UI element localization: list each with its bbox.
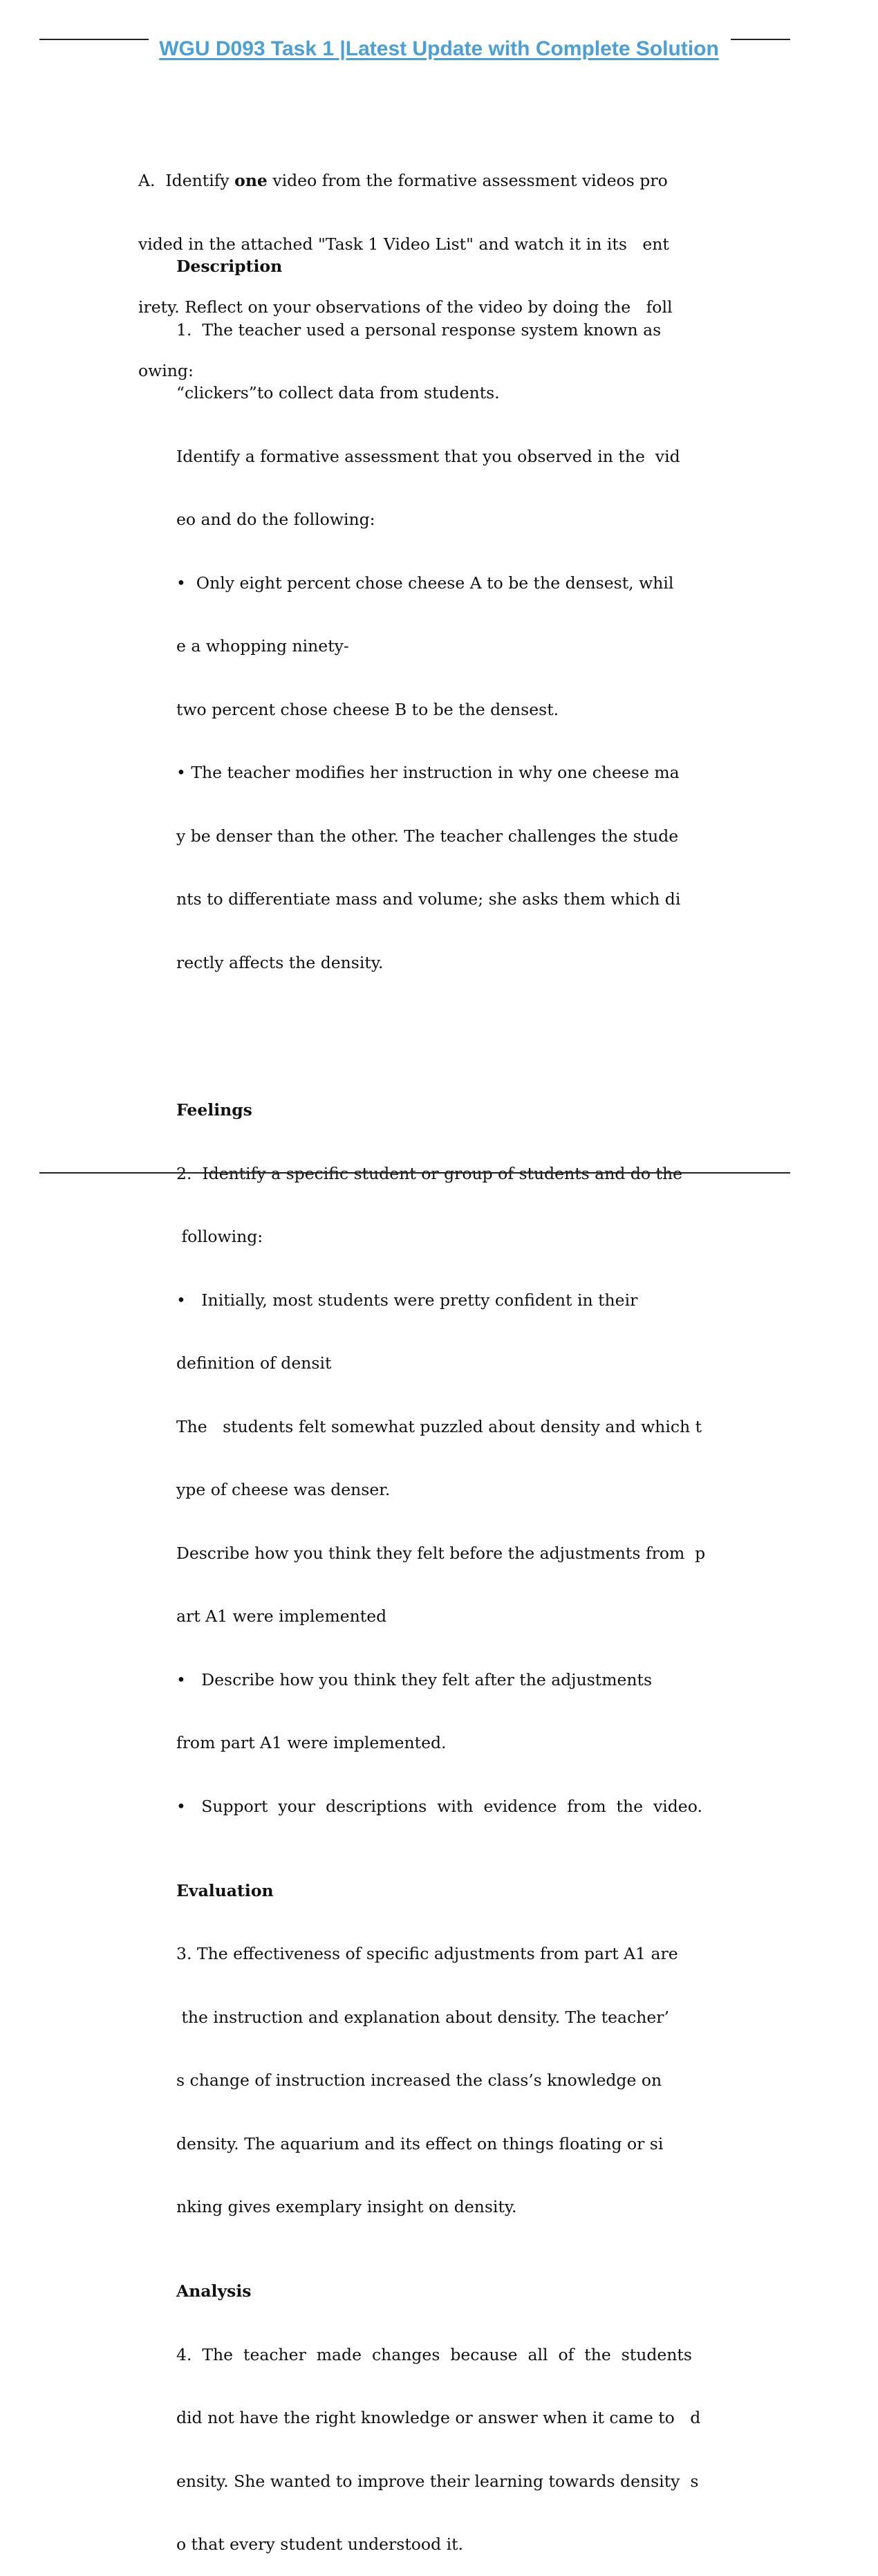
analysis-line: 4. The teacher made changes because all of the students [176, 2344, 692, 2364]
intro-line-4: owing: [138, 360, 194, 380]
description-line: rectly affects the density. [176, 952, 384, 972]
description-line: • The teacher modifies her instruction in why one cheese ma [176, 763, 680, 782]
evaluation-line: s change of instruction increased the class’s knowledge on [176, 2070, 662, 2090]
evaluation-line: the instruction and explanation about density. The teacher’ [176, 2007, 669, 2027]
section-spacer [176, 1015, 705, 1037]
description-line: Identify a formative assessment that you observed in the vid [176, 446, 680, 466]
description-line: “clickers”to collect data from students. [176, 383, 500, 402]
feelings-line: ype of cheese was denser. [176, 1480, 391, 1499]
intro-prefix: A. Identify [138, 171, 235, 190]
feelings-line: • Initially, most students were pretty confident in their [176, 1290, 638, 1310]
description-line: two percent chose cheese B to be the densest. [176, 699, 559, 719]
document-title: WGU D093 Task 1 |Latest Update with Complete Solution [159, 37, 719, 60]
feelings-line: The students felt somewhat puzzled about density and which t [176, 1416, 702, 1436]
analysis-line: o that every student understood it. [176, 2535, 464, 2554]
intro-line-1 [138, 170, 672, 192]
analysis-heading: Analysis [176, 2281, 252, 2301]
feelings-heading: Feelings [176, 1100, 252, 1120]
feelings-line: definition of densit [176, 1353, 332, 1373]
feelings-line: • Describe how you think they felt after the adjustments [176, 1669, 653, 1689]
answer-content [176, 214, 705, 2576]
description-line: nts to differentiate mass and volume; she asks them which di [176, 889, 681, 909]
evaluation-line: density. The aquarium and its effect on things floating or si [176, 2133, 664, 2153]
feelings-line: Describe how you think they felt before the adjustments from p [176, 1543, 706, 1563]
evaluation-line: nking gives exemplary insight on density. [176, 2197, 517, 2216]
feelings-line: art A1 were implemented [176, 1606, 387, 1626]
description-line: eo and do the following: [176, 510, 375, 529]
intro-line-2: vided in the attached "Task 1 Video List" and watch it in its ent [138, 234, 669, 254]
description-line: • Only eight percent chose cheese A to be the densest, whil [176, 573, 674, 593]
analysis-line: did not have the right knowledge or answer when it came to d [176, 2408, 701, 2427]
evaluation-line: 3. The effectiveness of specific adjustments from part A1 are [176, 1944, 678, 1963]
feelings-line: 2. Identify a specific student or group of students and do the [176, 1163, 682, 1183]
footer-rule [39, 1172, 790, 1174]
intro-line-1-rest: video from the formative assessment videos pro [267, 171, 668, 190]
description-line: e a whopping ninety- [176, 636, 349, 656]
intro-line-3: irety. Reflect on your observations of the video by doing the foll [138, 297, 673, 317]
description-line: y be denser than the other. The teacher challenges the stude [176, 826, 679, 846]
feelings-line: following: [176, 1227, 263, 1246]
feelings-line: from part A1 were implemented. [176, 1733, 447, 1752]
analysis-line: ensity. She wanted to improve their learning towards density s [176, 2471, 699, 2491]
evaluation-heading: Evaluation [176, 1880, 274, 1900]
feelings-line: • Support your descriptions with evidence from the video. [176, 1796, 702, 1816]
description-heading: Description [176, 257, 283, 276]
description-line: 1. The teacher used a personal response system known as [176, 319, 662, 340]
intro-bold-word: one [234, 171, 268, 190]
